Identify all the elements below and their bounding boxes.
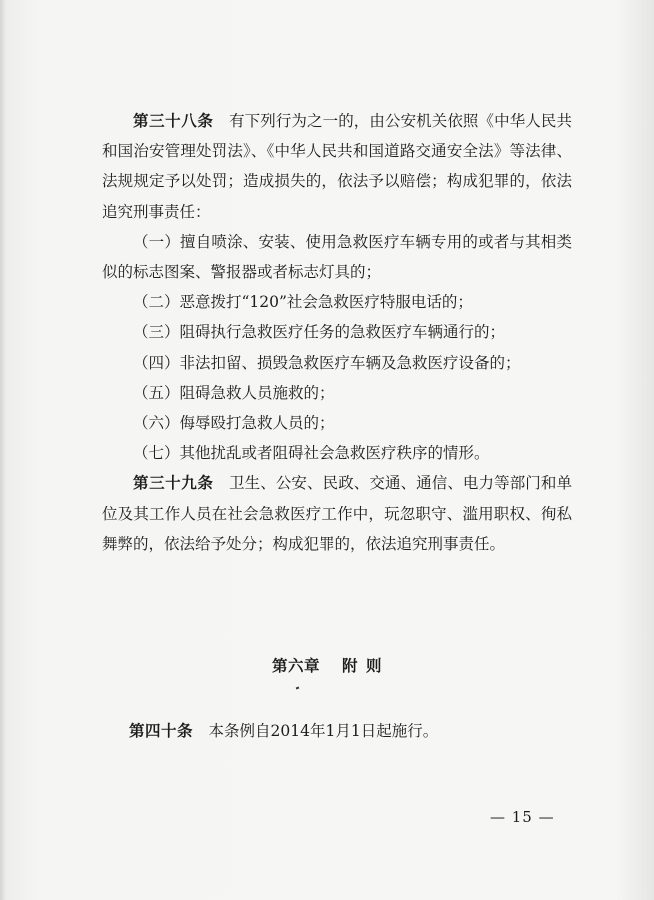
chapter-6-heading bbox=[0, 654, 654, 676]
article-39-title: 第三十九条 bbox=[133, 473, 214, 493]
chapter-title-2: 则 bbox=[366, 657, 383, 675]
article-40-title: 第四十条 bbox=[129, 721, 194, 740]
article-38-block bbox=[102, 106, 572, 559]
scan-edge-shadow bbox=[0, 0, 6, 900]
scan-speck bbox=[296, 687, 300, 690]
article-38-item-6: （六）侮辱殴打急救人员的； bbox=[133, 414, 335, 433]
article-38-item-3: （三）阻碍执行急救医疗任务的急救医疗车辆通行的； bbox=[133, 323, 506, 342]
article-40-body: 本条例自2014年1月1日起施行。 bbox=[208, 722, 439, 740]
article-38-item-2: （二）恶意拨打“120”社会急救医疗特服电话的； bbox=[133, 293, 473, 312]
article-38-item-4: （四）非法扣留、损毁急救医疗车辆及急救医疗设备的； bbox=[133, 353, 521, 372]
chapter-number: 第六章 bbox=[271, 657, 320, 675]
article-38-item-7: （七）其他扰乱或者阻碍社会急救医疗秩序的情形。 bbox=[133, 444, 490, 463]
article-38-title: 第三十八条 bbox=[133, 111, 214, 130]
article-39-body: 卫生、公安、民政、交通、通信、电力等部门和单位及其工作人员在社会急救医疗工作中，玩忽职守、滥用职权、徇私舞弊的，依法给予处分；构成犯罪的，依法追究刑事责任。 bbox=[102, 474, 572, 553]
article-38-item-1: （一）擅自喷涂、安装、使用急救医疗车辆专用的或者与其相类似的标志图案、警报器或者标志灯具的； bbox=[102, 232, 572, 282]
article-39 bbox=[102, 468, 572, 559]
chapter-title: 附 bbox=[341, 657, 358, 675]
article-38-intro-text: 有下列行为之一的，由公安机关依照《中华人民共和国治安管理处罚法》、《中华人民共和国道路交通安全法》等法律、法规规定予以处罚；造成损失的，依法予以赔偿；构成犯罪的，依法追究刑事责任： bbox=[102, 112, 572, 221]
article-38-intro bbox=[102, 106, 572, 227]
article-38-item-5: （五）阻碍急救人员施救的； bbox=[133, 383, 335, 402]
article-40 bbox=[102, 716, 572, 746]
page-number: — 15 — bbox=[490, 808, 555, 826]
article-40-block bbox=[102, 716, 572, 746]
